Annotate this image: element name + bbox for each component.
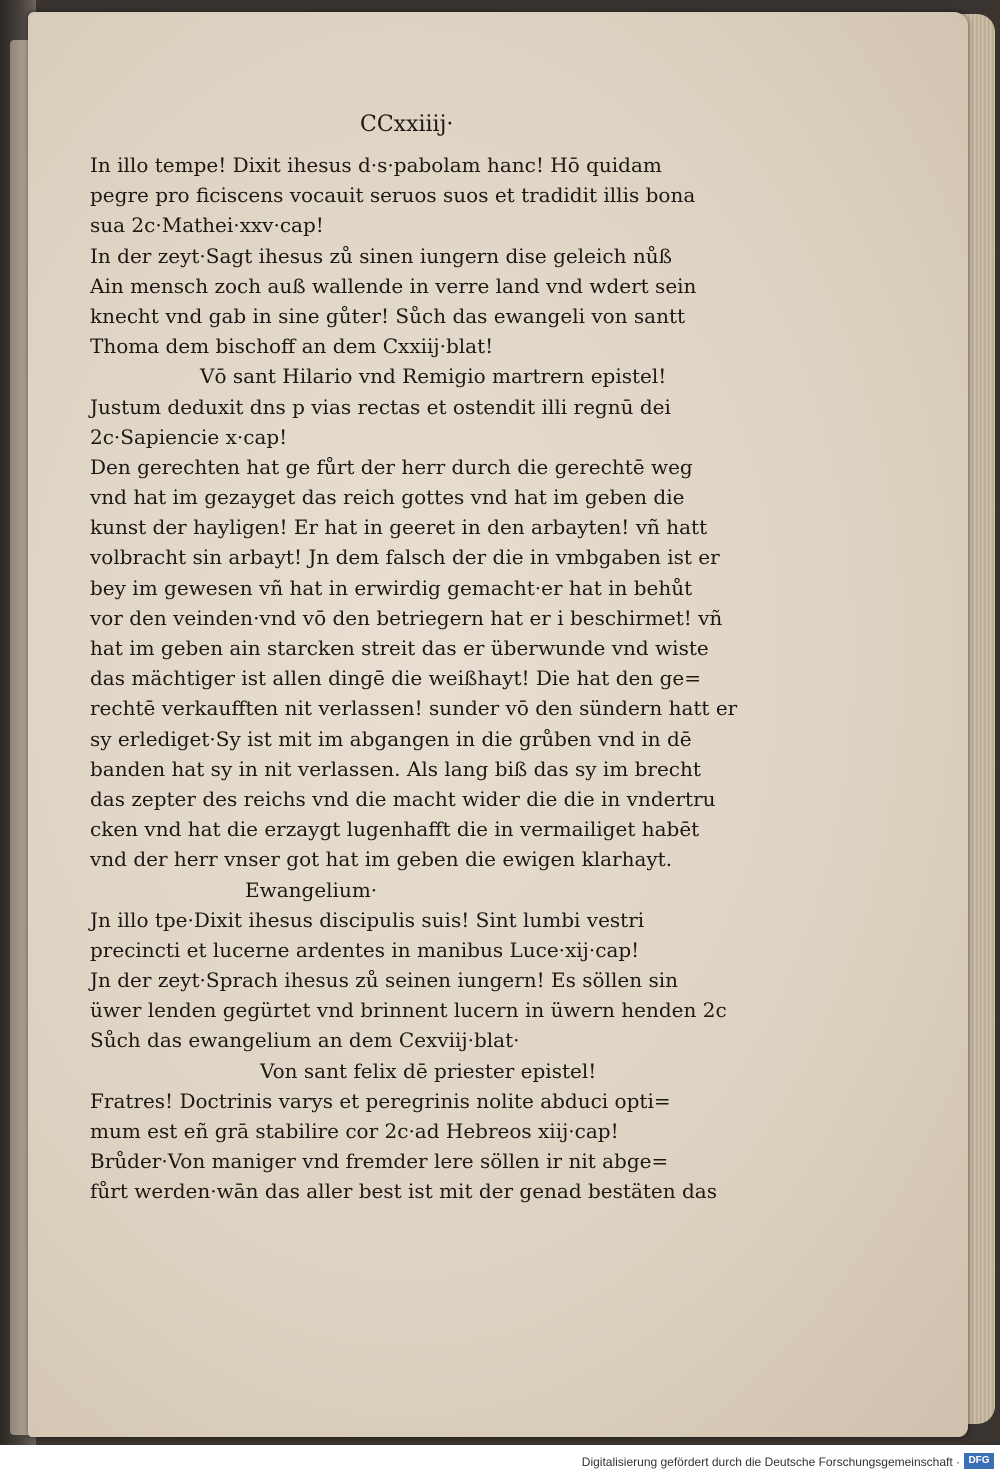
text-line: kunst der hayligen! Er hat in geeret in den arbayten! vñ hatt xyxy=(90,515,708,540)
folio-number: CCxxiiij· xyxy=(360,112,454,137)
text-line: sy erlediget·Sy ist mit im abgangen in die grůben vnd in dē xyxy=(90,726,692,751)
text-line: knecht vnd gab in sine gůter! Sůch das ewangeli von santt xyxy=(90,303,686,328)
text-line: volbracht sin arbayt! Jn dem falsch der die in vmbgaben ist er xyxy=(90,545,720,570)
section-heading: Vō sant Hilario vnd Remigio martrern epistel! xyxy=(200,364,667,389)
text-line: vor den veinden·vnd vō den betriegern hat er i beschirmet! vñ xyxy=(90,605,723,630)
funding-credit: Digitalisierung gefördert durch die Deutsche Forschungsgemeinschaft · xyxy=(581,1455,960,1469)
text-line: In illo tempe! Dixit ihesus d·s·pabolam hanc! Hō quidam xyxy=(90,153,662,177)
text-line: Den gerechten hat ge fůrt der herr durch die gerechtē weg xyxy=(90,454,693,479)
text-line: vnd hat im gezayget das reich gottes vnd hat im geben die xyxy=(90,485,685,510)
text-line: Justum deduxit dns p vias rectas et ostendit illi regnū dei xyxy=(90,394,671,419)
text-line: Jn der zeyt·Sprach ihesus zů seinen iungern! Es söllen sin xyxy=(90,968,678,993)
text-line: das mächtiger ist allen dingē die weißhayt! Die hat den ge= xyxy=(90,666,701,691)
text-line: 2c·Sapiencie x·cap! xyxy=(90,424,288,449)
text-line: das zepter des reichs vnd die macht wider die die in vndertru xyxy=(90,786,716,811)
text-line: pegre pro ficiscens vocauit seruos suos et tradidit illis bona xyxy=(90,183,696,208)
text-line: sua 2c·Mathei·xxv·cap! xyxy=(90,213,324,238)
text-line: banden hat sy in nit verlassen. Als lang biß das sy im brecht xyxy=(90,756,701,781)
text-line: Thoma dem bischoff an dem Cxxiij·blat! xyxy=(90,334,494,359)
text-line: cken vnd hat die erzaygt lugenhafft die in vermailiget habēt xyxy=(90,817,700,842)
text-line: Ain mensch zoch auß wallende in verre land vnd wdert sein xyxy=(90,273,697,298)
text-line: fůrt werden·wān das aller best ist mit der genad bestäten das xyxy=(90,1179,717,1204)
text-line: Sůch das ewangelium an dem Cexviij·blat· xyxy=(90,1028,520,1053)
text-line: vnd der herr vnser got hat im geben die ewigen klarhayt. xyxy=(90,847,673,872)
text-line: Brůder·Von maniger vnd fremder lere söllen ir nit abge= xyxy=(90,1149,669,1174)
text-line: mum est eñ grā stabilire cor 2c·ad Hebreos xiij·cap! xyxy=(90,1119,619,1143)
text-line: Fratres! Doctrinis varys et peregrinis nolite abduci opti= xyxy=(90,1088,671,1113)
text-line: üwer lenden gegürtet vnd brinnent lucern in üwern henden 2c xyxy=(90,998,727,1023)
section-heading: Ewangelium· xyxy=(245,877,378,902)
text-line: hat im geben ain starcken streit das er überwunde vnd wiste xyxy=(90,636,709,660)
text-line: In der zeyt·Sagt ihesus zů sinen iungern dise geleich nůß xyxy=(90,243,672,268)
text-line: precincti et lucerne ardentes in manibus Luce·xij·cap! xyxy=(90,937,640,962)
text-line: rechtē verkaufften nit verlassen! sunder vō den sündern hatt er xyxy=(90,696,738,721)
dfg-logo: DFG xyxy=(964,1453,994,1469)
page-text xyxy=(90,150,790,1207)
text-line: Jn illo tpe·Dixit ihesus discipulis suis! Sint lumbi vestri xyxy=(90,907,645,932)
section-heading: Von sant felix dē priester epistel! xyxy=(260,1058,597,1083)
text-line: bey im gewesen vñ hat in erwirdig gemacht·er hat in behůt xyxy=(90,575,693,600)
footer-bar xyxy=(0,1445,1000,1483)
